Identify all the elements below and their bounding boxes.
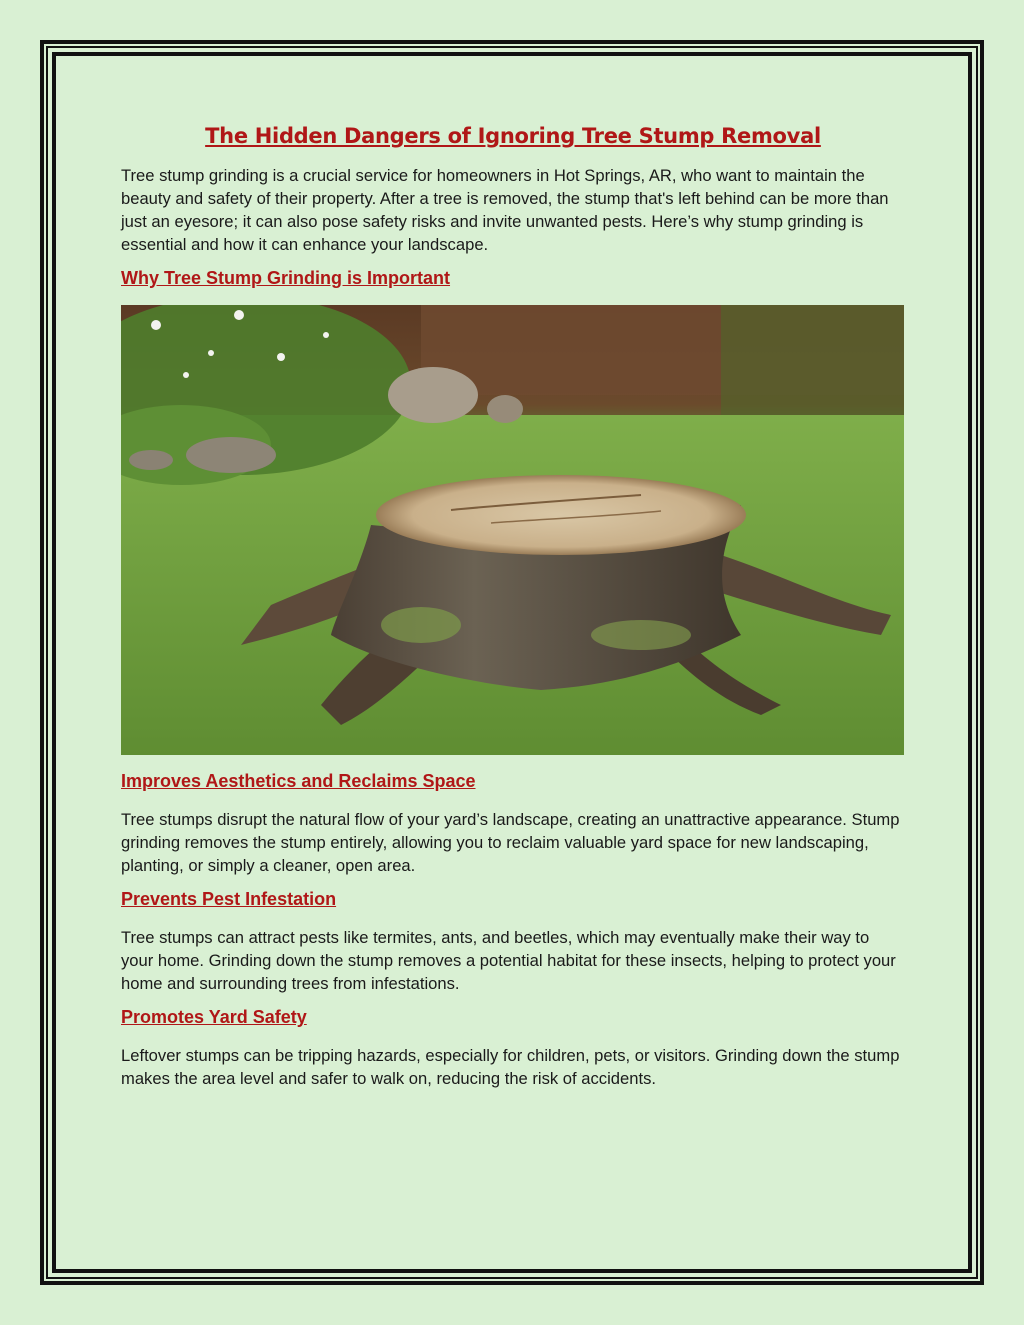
intro-paragraph: Tree stump grinding is a crucial service for homeowners in Hot Springs, AR, who want to maintain the beauty and safety of their property. After a tree is removed, the stump that's left behind can be more than just an eyesore; it can also pose safety risks and invite unwanted pests. Here’s why stump grinding is essential and how it can enhance your landscape. xyxy=(121,166,889,254)
section-body-aesthetics: Tree stumps disrupt the natural flow of your yard’s landscape, creating an unattractive appearance. Stump grinding removes the stump entirely, allowing you to reclaim valuable yard space for new landscaping, planting, or simply a cleaner, open area. xyxy=(121,810,900,875)
section-heading-safety: Promotes Yard Safety xyxy=(121,1007,307,1027)
document-content xyxy=(121,118,905,1102)
section-body-safety: Leftover stumps can be tripping hazards, especially for children, pets, or visitors. Grinding down the stump makes the area level and safer to walk on, reducing the risk of accidents. xyxy=(121,1046,900,1088)
section-heading-aesthetics: Improves Aesthetics and Reclaims Space xyxy=(121,771,476,791)
section-body-pests: Tree stumps can attract pests like termites, ants, and beetles, which may eventually make their way to your home. Grinding down the stump removes a potential habitat for these insects, helping to protect your home and surrounding trees from infestations. xyxy=(121,928,896,993)
section-heading-pests: Prevents Pest Infestation xyxy=(121,889,337,909)
document-title: The Hidden Dangers of Ignoring Tree Stump Removal xyxy=(205,124,821,148)
section-heading-why-important: Why Tree Stump Grinding is Important xyxy=(121,268,451,288)
tree-stump-photo xyxy=(121,305,904,755)
